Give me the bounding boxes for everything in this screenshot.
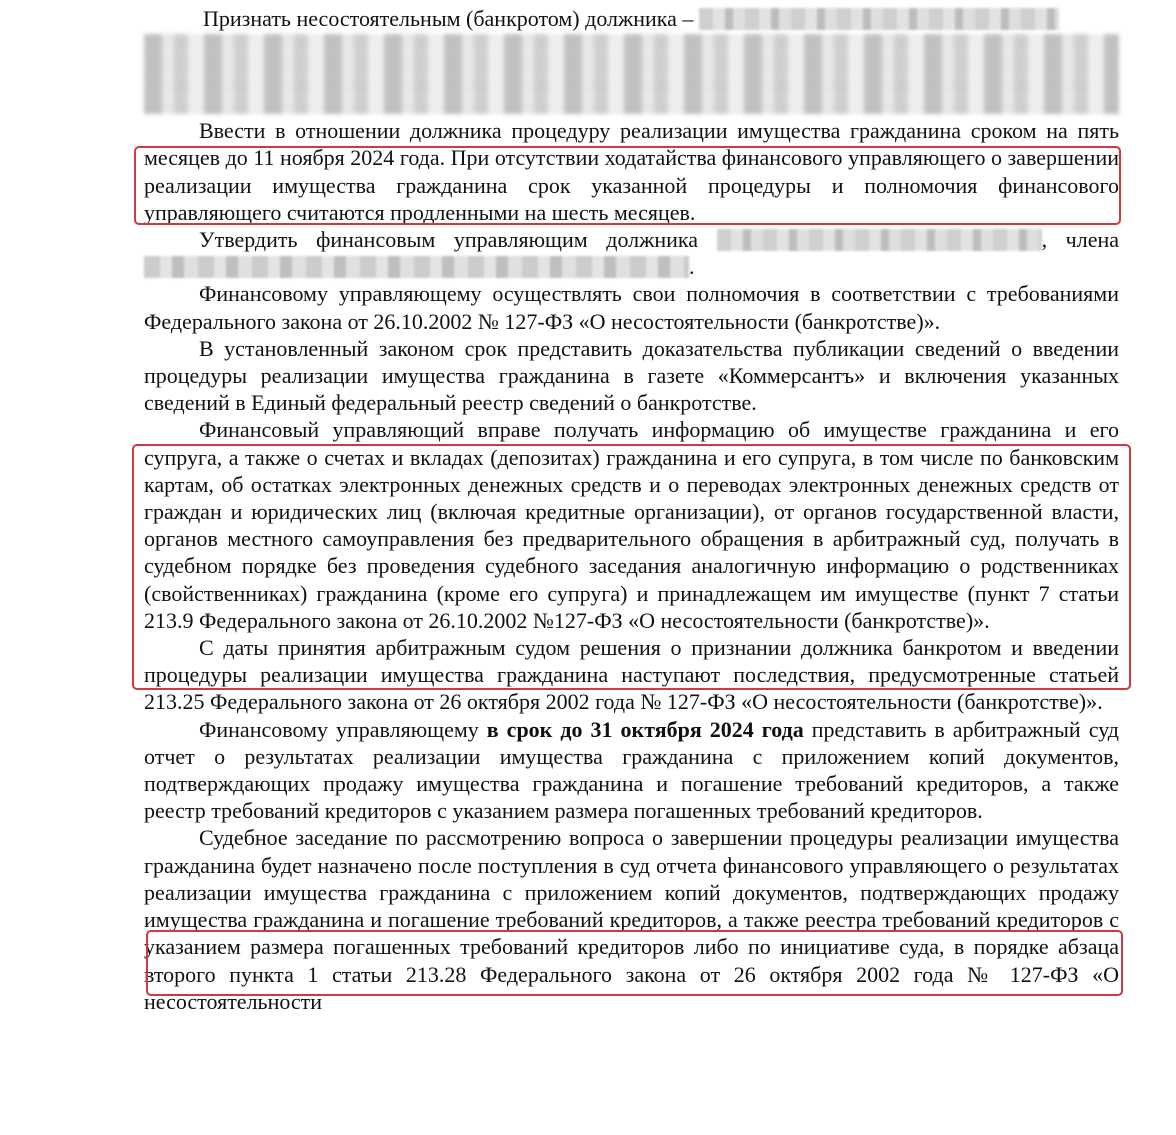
redacted-manager-name: [717, 229, 1042, 251]
deadline-bold-text: в срок до 31 октября 2024 года: [486, 716, 804, 742]
paragraph-text: Утвердить финансовым управляющим должника: [199, 227, 698, 253]
paragraph-appoint-manager: [144, 226, 1119, 280]
paragraph-information-rights: Финансовый управляющий вправе получать информацию об имуществе гражданина и его супруга, а также о счетах и вкладах (депозитах) гражданина и его супруга, в том числе по банковским картам, об остатках электронных денежных средств и о переводах электронных денежных средств от граждан и юридических лиц (включая кредитные организации), от органов государственной власти, органов местного самоуправления без предварительного обращения в арбитражный суд, получать в судебном порядке без проведения судебного заседания аналогичную информацию о родственниках (свойственниках) гражданина (кроме его супруга) и принадлежащем им имуществе (пункт 7 статьи 213.9 Федерального закона от 26.10.2002 №127-ФЗ «О несостоятельности (банкротстве)».: [144, 417, 1119, 633]
document-body: [144, 5, 1119, 1015]
paragraph-court-hearing: Судебное заседание по рассмотрению вопроса о завершении процедуры реализации имущества гражданина будет назначено после поступления в суд отчета финансового управляющего о результатах реализации имущества гражданина с приложением копий документов, подтверждающих продажу имущества гражданина и погашение требований кредиторов, а также реестра требований кредиторов с указанием размера погашенных требований кредиторов либо по инициативе суда, в порядке абзаца второго пункта 1 статьи 213.28 Федерального закона от 26 октября 2002 года № 127-ФЗ «О несостоятельности: [144, 825, 1119, 1014]
paragraph-text: представить в арбитражный суд отчет о результатах реализации имущества гражданина с приложением копий документов, подтверждающих продажу имущества гражданина и погашение требований кредиторов, а также реестр требований кредиторов с указанием размера погашенных требований кредиторов.: [144, 716, 1120, 824]
redacted-debtor-details: [144, 34, 1119, 114]
paragraph-consequences: С даты принятия арбитражным судом решения о признании должника банкротом и введении процедуры реализации имущества гражданина наступают последствия, предусмотренные статьей 213.25 Федерального закона от 26 октября 2002 года № 127-ФЗ «О несостоятельности (банкротстве)».: [144, 635, 1119, 715]
redacted-debtor-name: [699, 8, 1059, 30]
paragraph-text: Признать несостоятельным (банкротом) должника –: [203, 6, 694, 31]
paragraph-introduce-procedure: Ввести в отношении должника процедуру реализации имущества гражданина сроком на пять месяцев до 11 ноября 2024 года. При отсутствии ходатайства финансового управляющего о завершении реализации имущества гражданина срок указанной процедуры и полномочия финансового управляющего считаются продленными на шесть месяцев.: [144, 118, 1119, 225]
paragraph-manager-powers: Финансовому управляющему осуществлять свои полномочия в соответствии с требованиями Федерального закона от 26.10.2002 № 127-ФЗ «О несостоятельности (банкротстве)».: [144, 281, 1119, 334]
paragraph-text: , члена: [1041, 227, 1119, 253]
redacted-organization: [144, 256, 689, 278]
paragraph-text: Финансовому управляющему: [199, 716, 479, 742]
paragraph-text: .: [689, 254, 695, 280]
paragraph-publication: В установленный законом срок представить доказательства публикации сведений о введении процедуры реализации имущества гражданина в газете «Коммерсантъ» и включения указанных сведений в Единый федеральный реестр сведений о банкротстве.: [144, 335, 1119, 416]
paragraph-declare-bankrupt: [144, 5, 1119, 32]
paragraph-report-deadline: [144, 716, 1119, 825]
